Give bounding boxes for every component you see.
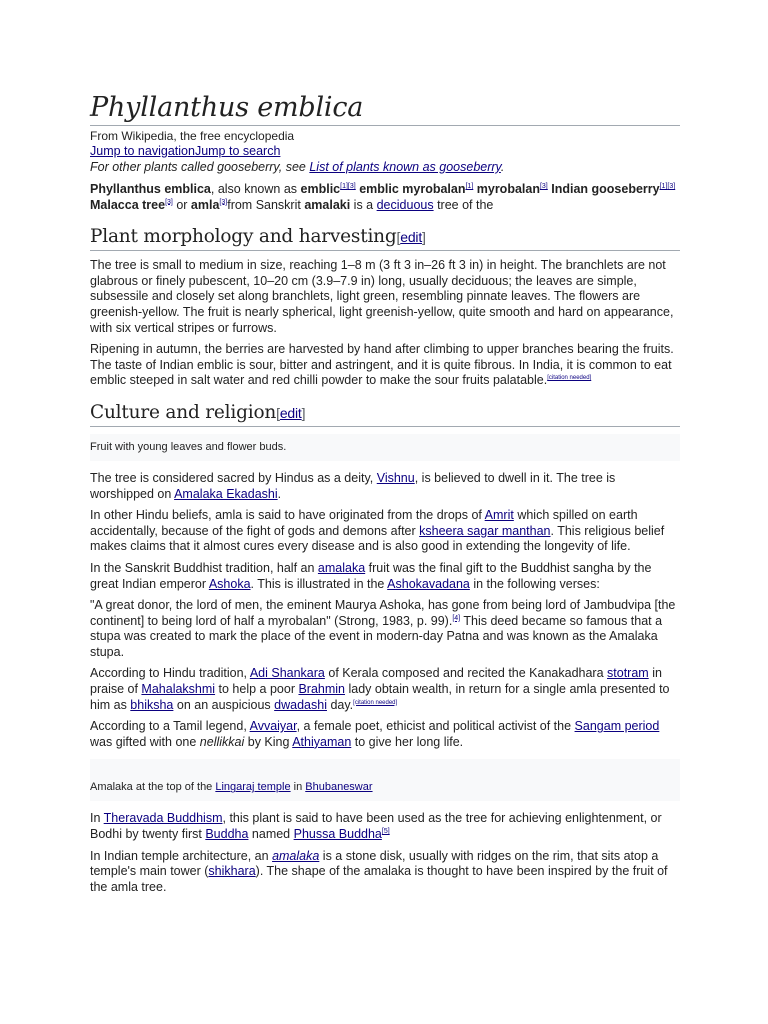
morphology-heading-text: Plant morphology and harvesting — [90, 226, 397, 248]
morphology-p2-text: Ripening in autumn, the berries are harvested by hand after climbing to upper branches bearing the fruits. The taste of Indian emblic is sour, bitter and astringent, and it is quite fibrous. In India, it is common to eat emblic steeped in salt water and red chilli powder to make the sour fruits palatable. — [90, 342, 674, 388]
citation-6[interactable] — [667, 183, 675, 190]
text: According to Hindu tradition, — [90, 666, 250, 681]
adi-shankara-link[interactable]: Adi Shankara — [249, 666, 325, 681]
text: in praise of — [90, 666, 662, 697]
brahmin-link[interactable]: Brahmin — [298, 682, 346, 697]
lead-text-or: or — [172, 197, 191, 212]
ashoka-link[interactable]: Ashoka — [208, 576, 251, 591]
section-heading-culture — [90, 401, 680, 427]
lead-bold-indian-gooseberry: Indian gooseberry — [547, 182, 660, 196]
culture-paragraph-4 — [90, 598, 680, 660]
lead-bold-amla: amla — [190, 197, 220, 212]
text: . — [277, 486, 282, 501]
text: fruit was the final gift to the Buddhist sangha by the great Indian emperor — [90, 560, 652, 591]
lead-bold-amalaki: amalaki — [304, 197, 351, 212]
text: named — [248, 827, 294, 842]
text: According to a Tamil legend, — [90, 719, 250, 734]
image-caption-amalaka — [90, 759, 680, 801]
shikhara-link[interactable]: shikhara — [208, 864, 256, 879]
text: is a stone disk, usually with ridges on the rim, that sits atop a temple's main tower ( — [90, 848, 659, 879]
sangam-period-link[interactable]: Sangam period — [574, 719, 660, 734]
lead-bold-name: Phyllanthus emblica — [90, 182, 211, 196]
citation-4-link[interactable]: [3] — [539, 182, 548, 190]
bhubaneswar-link[interactable]: Bhubaneswar — [305, 781, 373, 794]
edit-section — [397, 229, 426, 245]
edit-bracket-close: ] — [301, 404, 306, 421]
lead-text-is-a: is a — [350, 197, 377, 212]
lead-bold-myrobalan: myrobalan — [473, 182, 540, 196]
text: , a female poet, ethicist and political activist of the — [296, 719, 575, 734]
culture-paragraph-5 — [90, 666, 680, 713]
text: by King — [244, 734, 293, 749]
text: "A great donor, the lord of men, the eminent Maurya Ashoka, has gone from being lord of Jambudvipa [the continent] to being lord of half a myrobalan" (Strong, 1983, p. 99). — [90, 598, 676, 628]
citation-needed[interactable] — [353, 700, 397, 706]
lead-bold-emblic: emblic — [300, 182, 341, 196]
lead-text-sanskrit: from Sanskrit — [227, 197, 305, 212]
citation-7-link[interactable]: [3] — [165, 198, 173, 206]
text: to give her long life. — [351, 734, 464, 749]
citation-needed-link[interactable]: [citation needed] — [547, 375, 592, 382]
athiyaman-link[interactable]: Athiyaman — [292, 734, 352, 749]
edit-bracket-open: [ — [396, 229, 401, 246]
culture-paragraph-3 — [90, 561, 680, 592]
page-title: Phyllanthus emblica — [90, 92, 680, 126]
text: In other Hindu beliefs, amla is said to have originated from the drops of — [90, 508, 485, 523]
citation-needed[interactable] — [547, 375, 591, 381]
amalaka-ekadashi-link[interactable]: Amalaka Ekadashi — [174, 486, 278, 501]
lead-paragraph — [90, 182, 680, 213]
hatnote — [90, 159, 680, 175]
text: In the Sanskrit Buddhist tradition, half an — [90, 560, 318, 575]
text: This deed became so famous that a stupa was created to mark the place of the event in modern-day Patna and was known as the Amalaka stupa. — [90, 613, 663, 659]
amrit-link[interactable]: Amrit — [484, 508, 514, 523]
morphology-paragraph-2 — [90, 342, 680, 389]
section-heading-morphology — [90, 225, 680, 251]
gooseberry-list-link[interactable]: List of plants known as gooseberry — [309, 160, 501, 174]
culture-paragraph-6 — [90, 719, 680, 750]
culture-paragraph-7 — [90, 811, 680, 842]
edit-section — [276, 405, 305, 421]
citation-3-link[interactable]: [1] — [465, 182, 474, 190]
text: . This religious belief makes claims that it almost cures every disease and is also good in extending the longevity of life. — [90, 523, 665, 554]
citation-4[interactable] — [540, 183, 548, 190]
vishnu-link[interactable]: Vishnu — [376, 470, 415, 485]
hatnote-text: For other plants called gooseberry, see — [90, 160, 310, 174]
text: In — [90, 811, 104, 826]
citation-link[interactable]: [4] — [452, 614, 461, 622]
text: Amalaka at the top of the — [90, 781, 216, 794]
image-caption-fruit: Fruit with young leaves and flower buds. — [90, 434, 680, 461]
jump-to-navigation-link[interactable]: Jump to navigation — [90, 144, 195, 158]
amalaka-architecture-link[interactable]: amalaka — [272, 848, 320, 863]
text: of Kerala composed and recited the Kanakadhara — [324, 666, 608, 681]
text: in — [290, 781, 306, 794]
culture-paragraph-8 — [90, 849, 680, 896]
citation-2[interactable] — [348, 183, 356, 190]
citation-needed-link[interactable]: [citation needed] — [353, 699, 398, 706]
citation-5-ref[interactable] — [382, 828, 390, 835]
culture-paragraph-2 — [90, 508, 680, 555]
citation-link[interactable]: [5] — [381, 827, 390, 835]
citation-4-ref[interactable] — [452, 615, 460, 622]
edit-morphology-link[interactable]: edit — [400, 229, 423, 246]
text: In Indian temple architecture, an — [90, 848, 273, 863]
ashokavadana-link[interactable]: Ashokavadana — [387, 576, 470, 591]
lead-text: , also known as — [210, 182, 301, 196]
text: . This is illustrated in the — [250, 576, 388, 591]
citation-1[interactable] — [340, 183, 348, 190]
citation-2-link[interactable]: [3] — [347, 182, 356, 190]
citation-5-link[interactable]: [1] — [659, 182, 668, 190]
deciduous-link[interactable]: deciduous — [376, 197, 434, 212]
edit-bracket-open: [ — [276, 404, 280, 421]
text: lady obtain wealth, in return for a single amla presented to him as — [90, 682, 670, 712]
text: The tree is considered sacred by Hindus as a deity, — [90, 470, 377, 485]
phussa-buddha-link[interactable]: Phussa Buddha — [293, 827, 382, 842]
text: , this plant is said to have been used as the tree for achieving enlightenment, or Bodhi by twenty first — [90, 811, 662, 842]
lead-text-end: tree of the — [433, 197, 494, 212]
stotram-link[interactable]: stotram — [607, 666, 649, 681]
avvaiyar-link[interactable]: Avvaiyar — [249, 719, 297, 734]
citation-6-link[interactable]: [3] — [667, 182, 676, 190]
buddha-link[interactable]: Buddha — [205, 827, 249, 842]
article-body — [90, 92, 680, 901]
text: to help a poor — [215, 682, 299, 697]
lingaraj-temple-link[interactable]: Lingaraj temple — [215, 781, 291, 794]
text: was gifted with one — [90, 734, 200, 749]
theravada-buddhism-link[interactable]: Theravada Buddhism — [103, 811, 223, 826]
culture-heading-text: Culture and religion — [90, 401, 277, 423]
text: on an auspicious — [173, 697, 275, 712]
text: , is believed to dwell in it. The tree is worshipped on — [90, 470, 616, 501]
text: which spilled on earth accidentally, because of the fight of gods and demons after — [90, 508, 638, 538]
lead-bold-emblic-myrobalan: emblic myrobalan — [355, 182, 466, 196]
nellikkai-term: nellikkai — [199, 734, 245, 749]
edit-culture-link[interactable]: edit — [279, 404, 302, 421]
citation-1-link[interactable]: [1] — [340, 182, 348, 190]
citation-8-link[interactable]: [3] — [219, 198, 228, 206]
text: ). The shape of the amalaka is thought to have been inspired by the fruit of the amla tree. — [90, 864, 668, 894]
hatnote-end: . — [500, 160, 505, 174]
site-subtitle: From Wikipedia, the free encyclopedia — [90, 129, 295, 143]
ksheera-sagar-manthan-link[interactable]: ksheera sagar manthan — [419, 523, 551, 538]
edit-bracket-close: ] — [422, 229, 426, 246]
text: day. — [326, 697, 354, 712]
culture-paragraph-1 — [90, 471, 680, 502]
citation-7[interactable] — [165, 198, 173, 205]
text: in the following verses: — [469, 576, 600, 591]
lead-bold-malacca-tree: Malacca tree — [90, 197, 166, 212]
mahalakshmi-link[interactable]: Mahalakshmi — [141, 682, 216, 697]
bhiksha-link[interactable]: bhiksha — [130, 697, 174, 712]
jump-links — [90, 144, 680, 159]
dwadashi-link[interactable]: dwadashi — [274, 697, 327, 712]
morphology-paragraph-1: The tree is small to medium in size, reaching 1–8 m (3 ft 3 in–26 ft 3 in) in height. The branchlets are not glabrous or finely pubescent, 10–20 cm (3.9–7.9 in) long, usually deciduous; the leaves are simple, subsessile and closely set along branchlets, light green, resembling pinnate leaves. The flowers are greenish-yellow. The fruit is nearly spherical, light greenish-yellow, quite smooth and hard on appearance, with six vertical stripes or furrows. — [90, 258, 674, 335]
amalaka-link[interactable]: amalaka — [317, 560, 366, 575]
jump-to-search-link[interactable]: Jump to search — [194, 144, 281, 158]
